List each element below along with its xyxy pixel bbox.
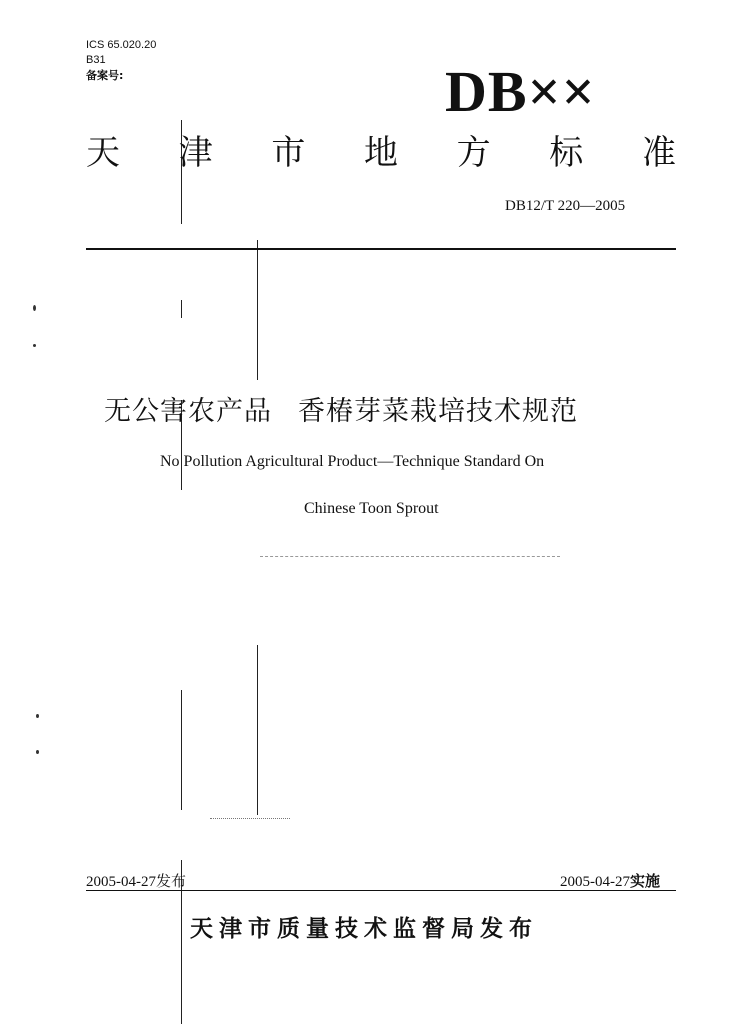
scan-speck [36,750,39,754]
title-char: 市 [271,133,306,173]
scan-line-left-4 [181,690,182,810]
publisher: 天津市质量技术监督局发布 [190,916,538,942]
document-title-en-line1: No Pollution Agricultural Product—Technique Standard On [160,453,545,470]
ics-code: ICS 65.020.20 [86,39,157,51]
title-char: 方 [456,133,491,173]
title-char: 津 [178,133,213,173]
implement-date: 2005-04-27 [560,874,630,890]
document-title-cn [104,389,578,428]
db-mark: DB×× [445,59,596,124]
title-char: 准 [641,133,676,173]
publish-label: 发布 [156,872,187,890]
classification-block [86,38,156,83]
title-char: 标 [549,133,584,173]
scan-speck [33,344,36,347]
standard-number: DB12/T 220—2005 [505,198,626,214]
publish-date: 2005-04-27 [86,874,156,890]
title-char: 地 [363,133,398,173]
document-title-en-line2: Chinese Toon Sprout [304,500,439,517]
title-char: 天 [86,133,120,173]
scan-dash-line [260,556,560,557]
scan-line-mid-2 [257,645,258,815]
publish-date-line [86,870,186,891]
title-cn-part2: 香椿芽菜栽培技术规范 [298,396,578,427]
scan-speck [33,305,36,311]
filing-label: 备案号: [86,69,124,82]
standard-type-title [86,133,676,173]
implement-date-line [560,870,660,891]
scan-line-mid [257,240,258,380]
implement-label: 实施 [630,872,661,890]
title-cn-part1: 无公害农产品 [104,396,272,427]
footer-rule [86,890,676,891]
scan-line-left-2 [181,300,182,318]
scan-mark [210,818,290,819]
header-rule [86,248,676,250]
category-code: B31 [86,54,106,66]
scan-speck [36,714,39,718]
